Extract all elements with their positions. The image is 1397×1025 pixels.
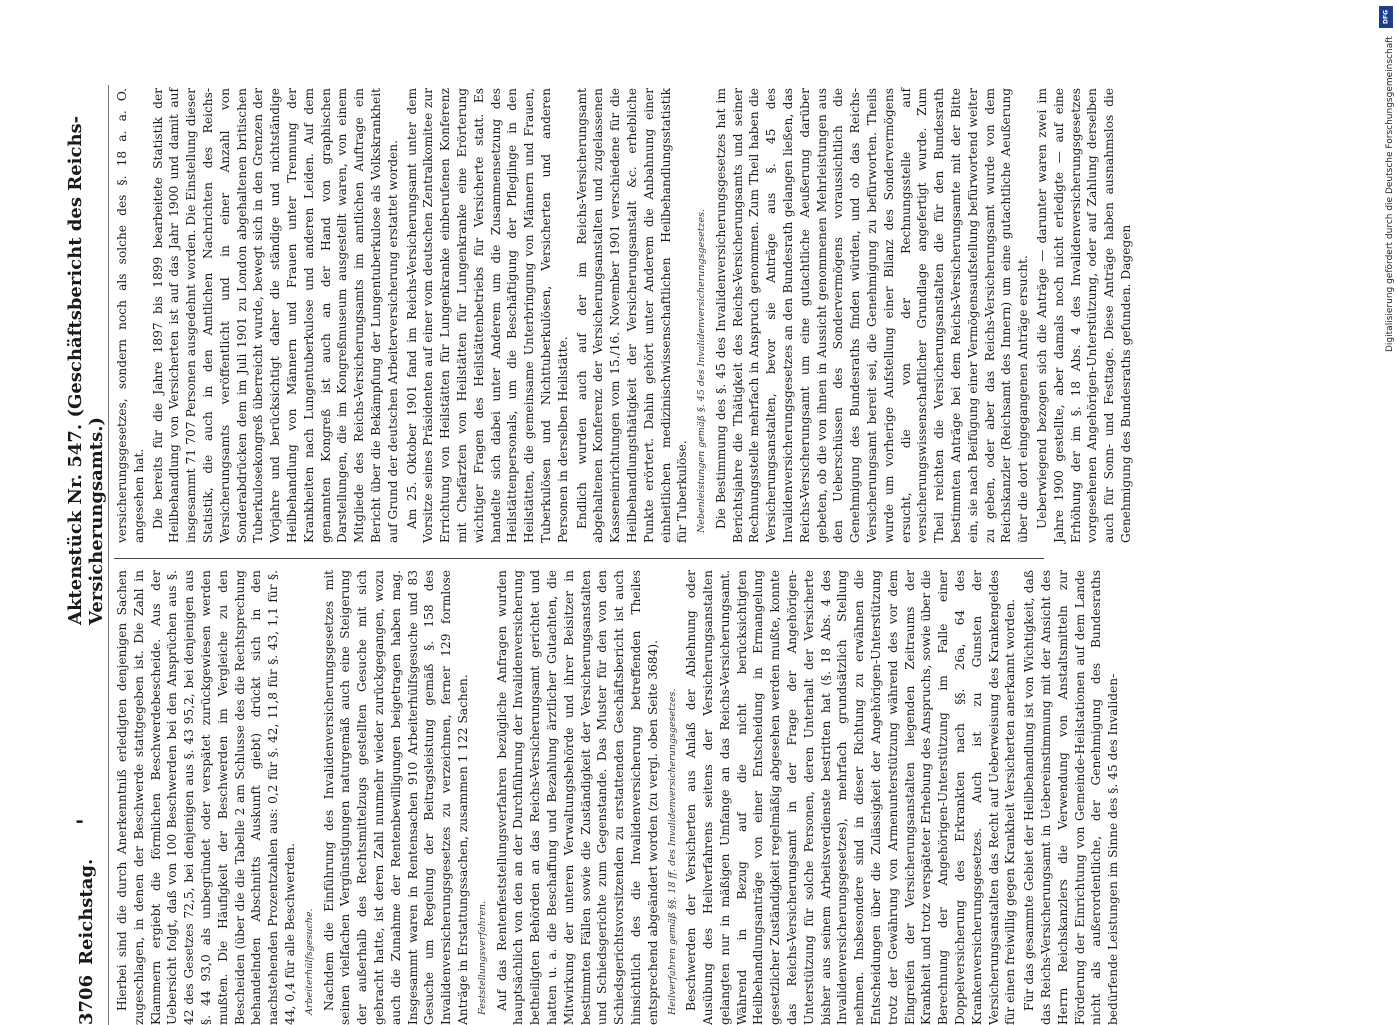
- document-title: Aktenstück Nr. 547. (Geschäftsbericht des Reichs-Versicherungsamts.): [65, 115, 107, 625]
- section-heading: Heilverfahren gemäß §§. 18 ff. des Invalidenversicherungsgesetzes.: [666, 688, 678, 1015]
- dfg-logo: DFG: [1379, 6, 1393, 28]
- paragraph: Beschwerden der Versicherten aus Anlaß der Ablehnung oder Ausübung des Heilverfahrens seitens der Versicherungsanstalten gelangten nur in mäßigen Umfange an das Reichs-Versicherungsamt. Während in Bezug auf die nicht berücksichtigten Heilbehandlungsanträge von einer Entscheidung in Ermangelung gesetzlicher Zuständigkeit regelmäßig abgesehen werden mußte, konnte das Reichs-Versicherungsamt in der Frage der Angehörigen-Unterstützung für solche Personen, deren Unterhalt der Versicherte bisher aus seinem Arbeitsverdienste bestritten hat (§. 18 Abs. 4 des Invalidenversicherungsgesetzes), mehrfach grundsätzlich Stellung nehmen. Insbesondere sind in dieser Richtung zu erwähnen die Entscheidungen über die Zulässigkeit der Angehörigen-Unterstützung trotz der Gewährung von Armenunterstützung während des vor dem Eingreifen der Versicherungsanstalten liegenden Zeitraums der Krankheit und trotz verspäteter Erhebung des Anspruchs, sowie über die Berechnung der Angehörigen-Unterstützung im Falle einer Doppelversicherung des Erkrankten nach §§. 26a, 64 des Krankenversicherungsgesetzes. Auch ist zu Gunsten der Versicherungsanstalten das Recht auf Ueberweisung des Krankengeldes für einen freiwillig gegen Krankheit Versicherten anerkannt worden.: [684, 570, 1018, 1025]
- paragraph: Auf das Rentenfeststellungsverfahren bezügliche Anfragen wurden hauptsächlich von den an der Durchführung der Invalidenversicherung betheiligten Behörden an das Reichs-Versicherungsamt gerichtet und hatten u. a. die Beschaffung und Bezahlung ärztlicher Gutachten, die Mitwirkung der unteren Verwaltungsbehörde und ihrer Beisitzer in bestimmten Fällen sowie die Zuständigkeit der Versicherungsanstalten und Schiedsgerichte zum Gegenstande. Das Muster für den von den Schiedsgerichtsvorsitzenden zu erstattenden Geschäftsbericht ist auch hinsichtlich des die Invalidenversicherung betreffenden Theiles entsprechend abgeändert worden (zu vergl. oben Seite 3684).: [494, 570, 660, 1025]
- section-heading: Feststellungsverfahren.: [476, 900, 488, 1015]
- scanned-page: [62, 25, 1332, 1025]
- paragraph: Ueberwiegend bezogen sich die Anträge — darunter waren zwei im Jahre 1900 gestellte, aber damals noch nicht erledigte — auf eine Erhöhung der im §. 18 Abs. 4 des Invalidenversicherungsgesetzes vorgesehenen Angehörigen-Unterstützung, oder auf Zahlung derselben auch für Sonn- und Festtage. Diese Anträge haben ausnahmslos die Genehmigung des Bundesraths gefunden. Dagegen: [1035, 88, 1134, 543]
- page-header: [62, 85, 110, 1025]
- paragraph: Nachdem die Einführung des Invalidenversicherungsgesetzes mit seinen vielfachen Vergünstigungen naturgemäß auch eine Steigerung der außerhalb des Rechtsmittelzugs gestellten Gesuche mit sich gebracht hatte, ist deren Zahl nunmehr wieder zurückgegangen, wozu auch die Zunahme der Rentenbewilligungen beigetragen haben mag. Insgesammt waren in Rentensachen 910 Arbeiterhülfsgesuche und 83 Gesuche um Regelung der Beitragsleistung gemäß §. 158 des Invalidenversicherungsgesetzes zu verzeichnen, ferner 129 formlose Anträge in Erstattungssachen, zusammen 1 122 Sachen.: [321, 570, 470, 1025]
- paragraph: Endlich wurden auch auf der im Reichs-Versicherungsamt abgehaltenen Konferenz der Versicherungsanstalten und zugelassenen Kasseneinrichtungen vom 15./16. November 1901 verschiedene für die Heilbehandlungsthätigkeit der Versicherungsanstalt &c. erhebliche Punkte erörtert. Dahin gehört unter Anderem die Anbahnung einer einheitlichen medizinischwissenschaftlichen Heilbehandlungsstatistik für Tuberkulöse.: [574, 88, 690, 543]
- chamber-name: Reichstag.: [75, 858, 97, 965]
- section-heading: Nebenleistungen gemäß §. 45 des Invalidenversicherungsgesetzes.: [696, 208, 708, 533]
- paragraph: Am 25. Oktober 1901 fand im Reichs-Versicherungsamt unter dem Vorsitze seines Präsidenten auf einer vom deutschen Zentralkomitee zur Errichtung von Heilstätten für Lungenkranke einberufenen Konferenz mit Chefärzten von Heilstätten für Lungenkranke eine Erörterung wichtiger Fragen des Heilstättenbetriebs für Versicherte statt. Es handelte sich dabei unter Anderem um die Zusammensetzung des Heilstättenpersonals, um die Beschäftigung der Pfleglinge in den Heilstätten, die gemeinsame Unterbringung von Männern und Frauen, Tuberkulösen und Nichttuberkulösen, Versicherten und anderen Personen in derselben Heilstätte.: [404, 88, 570, 543]
- left-column: [114, 570, 1124, 1025]
- digitization-credit: Digitalisierung gefördert durch die Deutsche Forschungsgemeinschaft: [1385, 36, 1395, 352]
- paragraph: Für das gesammte Gebiet der Heilbehandlung ist von Wichtigkeit, daß das Reichs-Versicherungsamt in Uebereinstimmung mit der Ansicht des Herrn Reichskanzlers die Verwendung von Anstaltsmitteln zur Förderung der Einrichtung von Gemeinde-Heilstationen auf dem Lande nicht als außerordentliche, der Genehmigung des Bundesraths bedürfende Leistungen im Sinne des §. 45 des Invaliden-: [1022, 570, 1121, 1025]
- paragraph: versicherungsgesetzes, sondern noch als solche des §. 18 a. a. O. angesehen hat.: [115, 88, 146, 543]
- header-rule: [108, 85, 109, 1025]
- paragraph: Die Bestimmung des §. 45 des Invalidenversicherungsgesetzes hat im Berichtsjahre die Thätigkeit des Reichs-Versicherungsamts und seiner Rechnungsstelle mehrfach in Anspruch genommen. Zum Theil haben die Versicherungsanstalten, bevor sie Anträge aus §. 45 des Invalidenversicherungsgesetzes an den Bundesrath gelangen ließen, das Reichs-Versicherungsamt um eine gutachtliche Aeußerung darüber gebeten, ob die von ihnen in Aussicht genommenen Mehrleistungen aus den Ueberschüssen des Sondervermögens voraussichtlich die Genehmigung des Bundesraths finden würden, und ob das Reichs-Versicherungsamt bereit sei, die Genehmigung zu befürworten. Theils wurde um vorherige Aufstellung einer Bilanz des Sondervermögens ersucht, die von der Rechnungsstelle auf versicherungswissenschaftlicher Grundlage angefertigt wurde. Zum Theil reichten die Versicherungsanstalten die für den Bundesrath bestimmten Anträge bei dem Reichs-Versicherungsamte mit der Bitte ein, sie nach Beifügung einer Vermögensaufstellung befürwortend weiter zu geben, oder aber das Reichs-Versicherungsamt wurde von dem Reichskanzler (Reichsamt des Innern) um eine gutachtliche Aeußerung über die dort eingegangenen Anträge ersucht.: [713, 88, 1031, 543]
- page-number: 3706: [75, 974, 97, 1025]
- right-column: [114, 88, 1137, 543]
- section-heading: Arbeiterhülfsgesuche.: [303, 908, 315, 1015]
- paragraph: Die bereits für die Jahre 1897 bis 1899 bearbeitete Statistik der Heilbehandlung von Versicherten ist auf das Jahr 1900 und damit auf insgesammt 71 707 Personen ausgedehnt worden. Die Einstellung dieser Statistik, die auch in den Amtlichen Nachrichten des Reichs-Versicherungsamts veröffentlicht und in einer Anzahl von Sonderabdrücken dem im Juli 1901 zu London abgehaltenen britischen Tuberkulosekongreß überreicht wurde, bewegt sich in den Grenzen der Vorjahre und berücksichtigt daher die ständige und nichtständige Heilbehandlung von Männern und Frauen unter Trennung der Krankheiten nach Lungentuberkulose und anderen Leiden. Auf dem genannten Kongreß ist auch an der Hand von graphischen Darstellungen, die im Kongreßmuseum ausgestellt waren, von einem Mitgliede des Reichs-Versicherungsamts im amtlichen Auftrage ein Bericht über die Bekämpfung der Lungentuberkulose als Volkskrankheit auf Grund der deutschen Arbeiterversicherung erstattet worden.: [150, 88, 400, 543]
- header-mark: ': [73, 818, 99, 825]
- paragraph: Hierbei sind die durch Anerkenntniß erledigten denjenigen Sachen zugeschlagen, in denen der Beschwerde stattgegeben ist. Die Zahl in Klammern ergiebt die förmlichen Beschwerdebescheide. Aus der Uebersicht folgt, daß von 100 Beschwerden bei den Ansprüchen aus §. 42 des Gesetzes 72,5, bei denjenigen aus §. 43 95,2, bei denjenigen aus §. 44 93,0 als unbegründet oder verspätet zurückgewiesen werden mußten. Die Häufigkeit der Beschwerden im Vergleiche zu den Bescheiden (über die die Tabelle 2 am Schlusse des die Rechtsprechung behandelnden Abschnitts Auskunft giebt) drückt sich in den nachstehenden Prozentzahlen aus: 0,2 für §. 42, 11,8 für §. 43, 1,1 für §. 44, 0,4 für alle Beschwerden.: [115, 570, 297, 1025]
- column-divider: [114, 558, 1044, 559]
